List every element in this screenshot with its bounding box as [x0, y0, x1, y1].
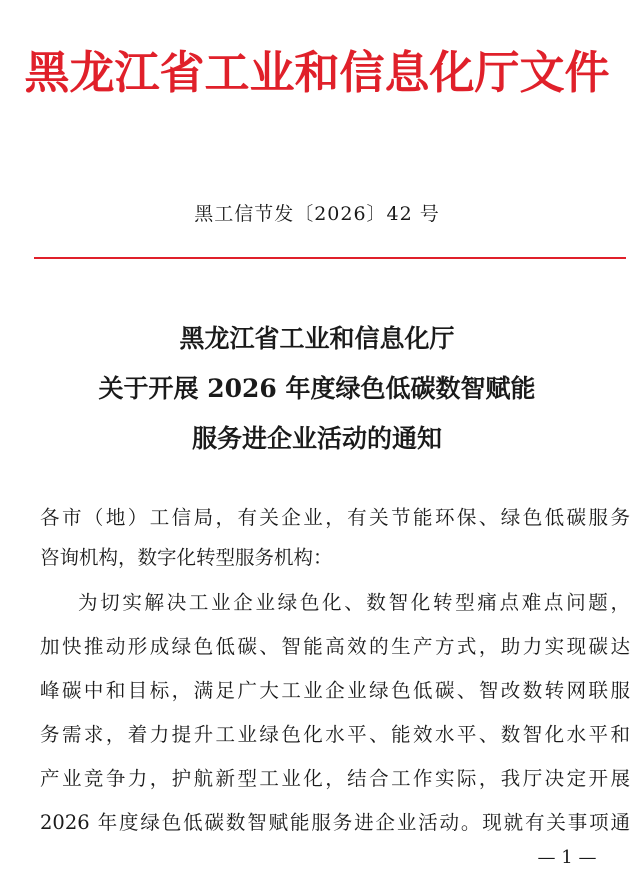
- paragraph-line-1: 为切实解决工业企业绿色化、数智化转型痛点难点问题，: [78, 591, 630, 614]
- paragraph-line-5: 产业竞争力，护航新型工业化，结合工作实际，我厅决定开展: [40, 767, 630, 790]
- red-divider-line: [34, 257, 626, 259]
- document-header-title: 黑龙江省工业和信息化厅文件: [24, 46, 610, 99]
- page-number: — 1 —: [537, 847, 597, 868]
- salutation-line-2: 咨询机构，数字化转型服务机构：: [40, 546, 333, 569]
- notice-title-line-2: 关于开展 2026 年度绿色低碳数智赋能: [98, 374, 536, 403]
- paragraph-line-4: 务需求，着力提升工业绿色化水平、能效水平、数智化水平和: [40, 723, 630, 746]
- paragraph-line-6: 2026 年度绿色低碳数智赋能服务进企业活动。现就有关事项通: [40, 811, 630, 834]
- paragraph-line-2: 加快推动形成绿色低碳、智能高效的生产方式，助力实现碳达: [40, 635, 630, 658]
- notice-title-line-1: 黑龙江省工业和信息化厅: [179, 324, 455, 353]
- paragraph-line-3: 峰碳中和目标，满足广大工业企业绿色低碳、智改数转网联服: [40, 679, 630, 702]
- salutation-line-1: 各市（地）工信局，有关企业，有关节能环保、绿色低碳服务: [40, 506, 630, 529]
- document-number: 黑工信节发〔2026〕42 号: [194, 203, 440, 225]
- notice-title-line-3: 服务进企业活动的通知: [191, 424, 442, 453]
